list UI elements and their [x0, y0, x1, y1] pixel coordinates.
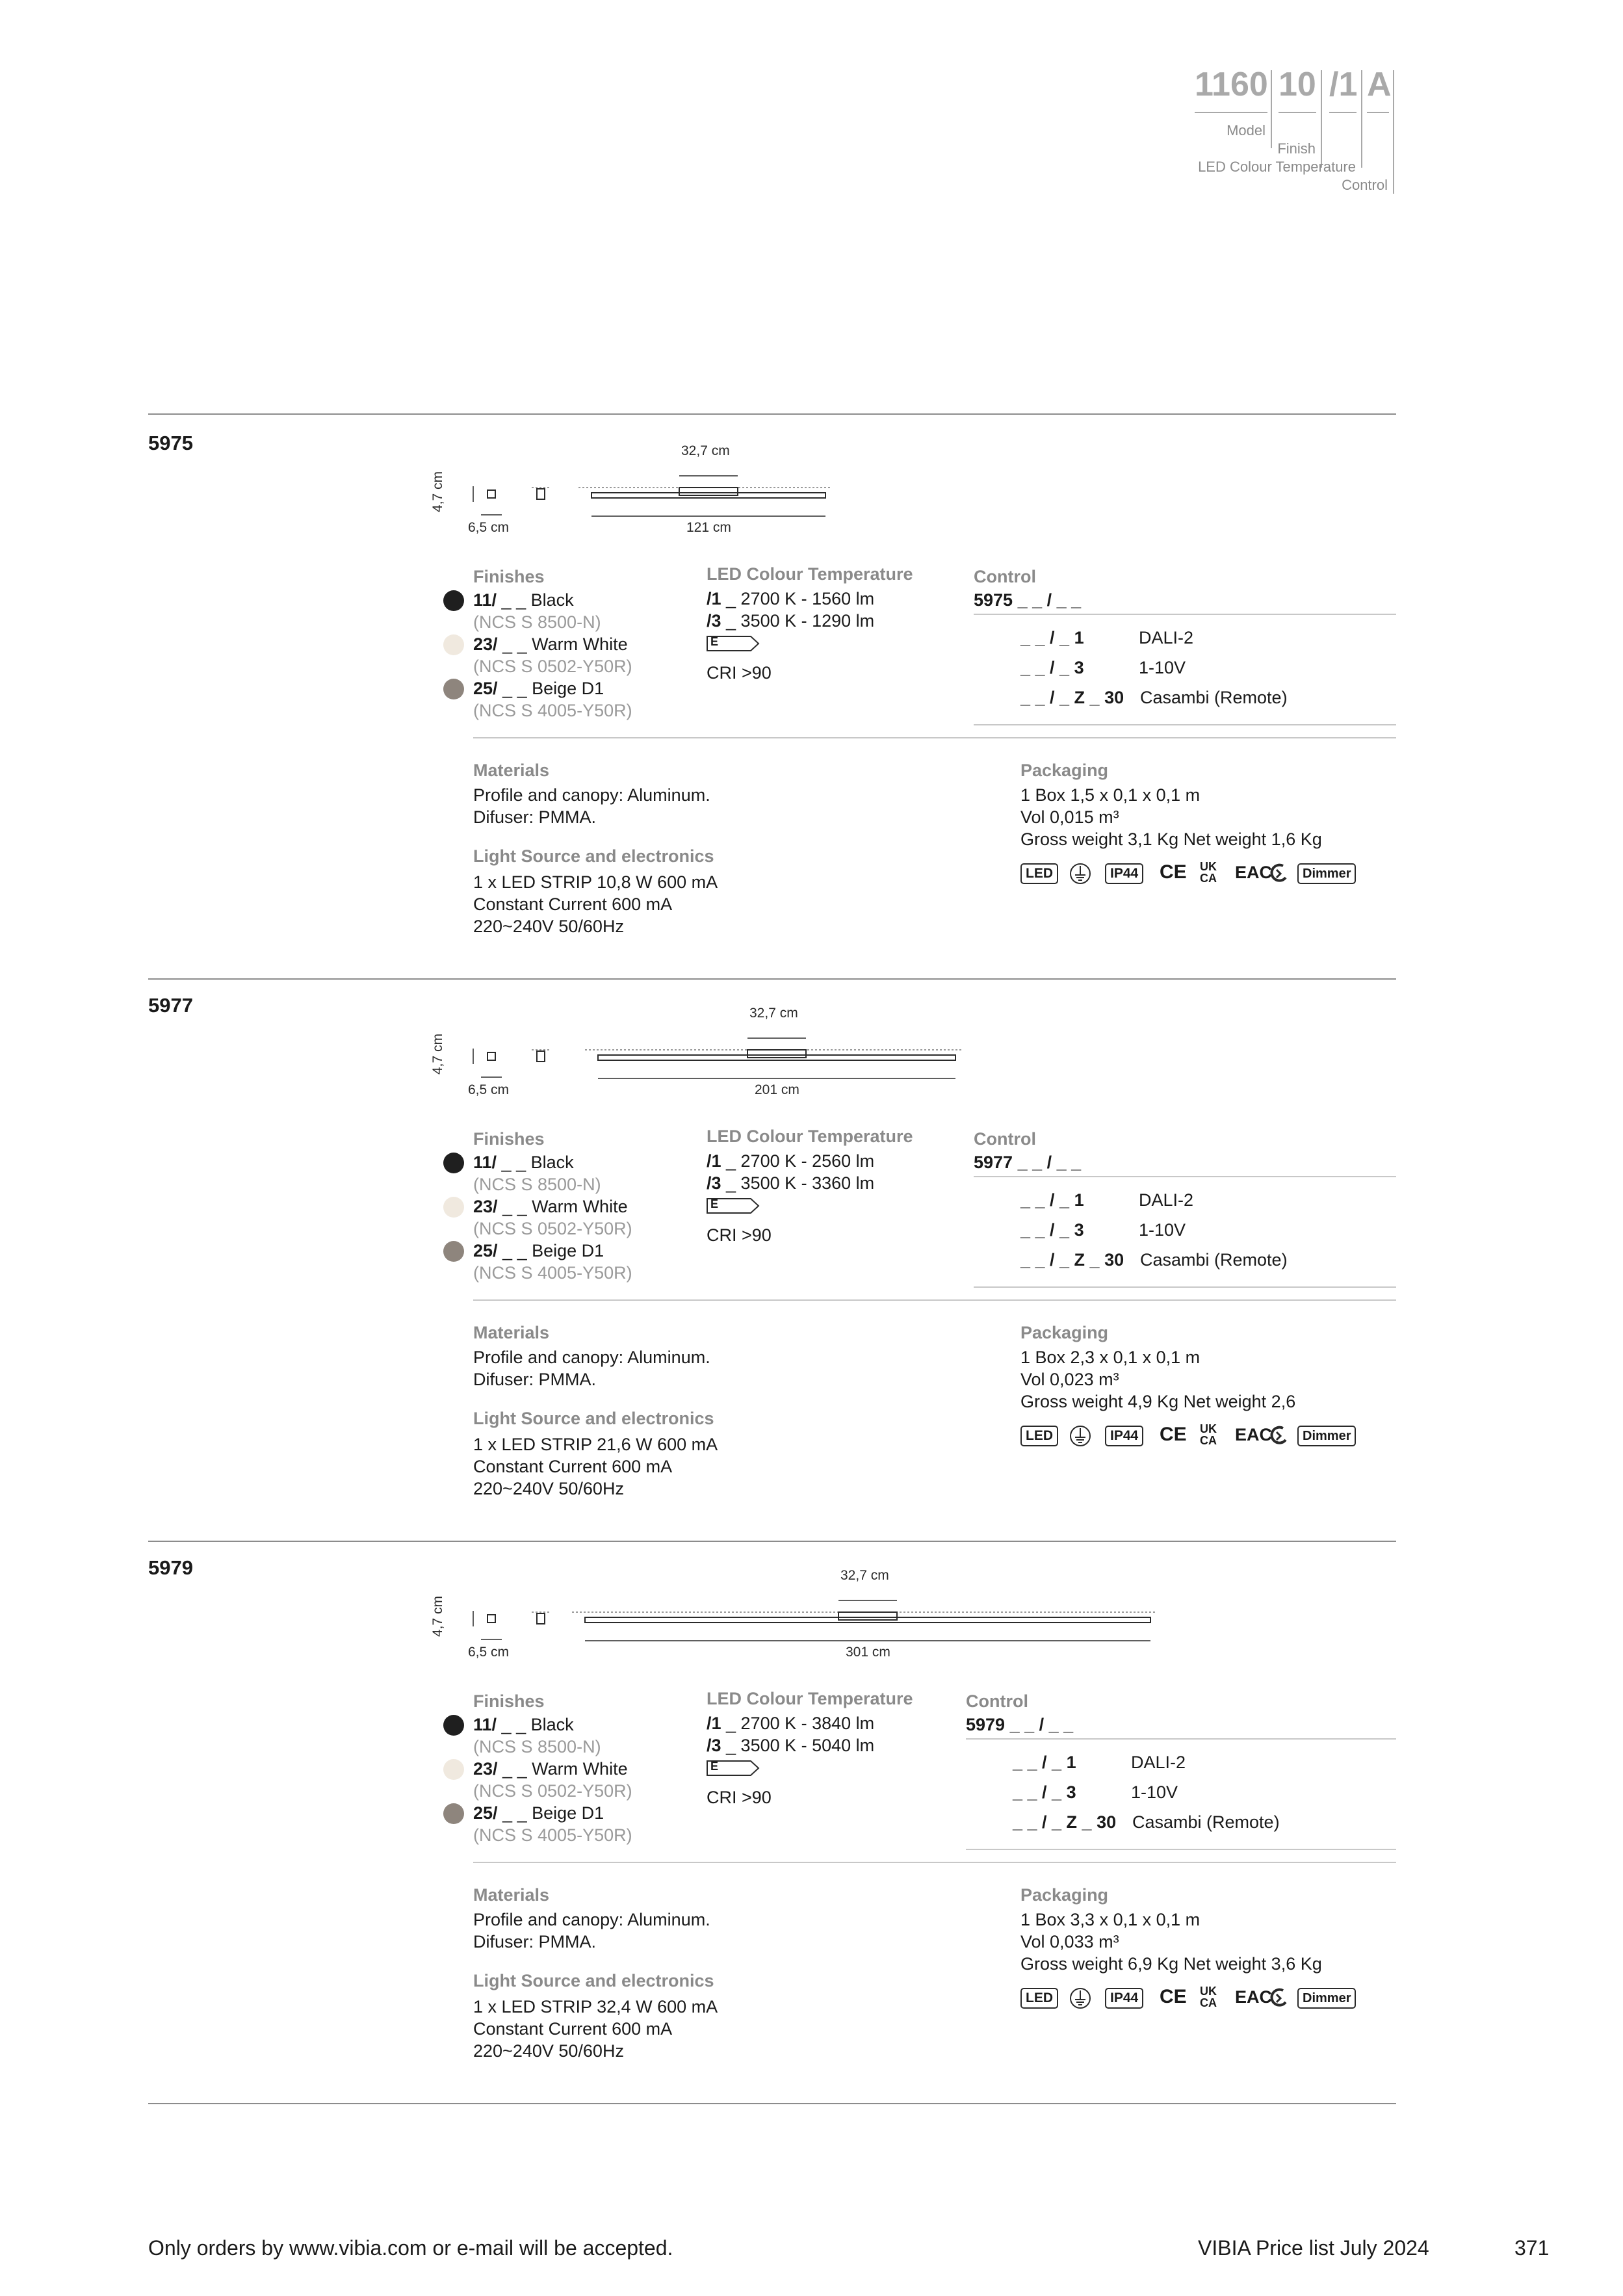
canopy	[747, 1050, 806, 1058]
control-option-name: 1-10V	[1139, 1220, 1186, 1240]
earth-class-icon	[1069, 1424, 1092, 1448]
dimmer-icon: Dimmer	[1297, 1988, 1356, 2009]
led-icon: LED	[1020, 863, 1058, 884]
light-source-line: 1 x LED STRIP 32,4 W 600 mA	[473, 1997, 718, 2016]
page-number: 371	[1514, 2236, 1550, 2260]
light-source-line: Constant Current 600 mA	[473, 2019, 673, 2039]
light-source-line: 1 x LED STRIP 21,6 W 600 mA	[473, 1435, 718, 1454]
side-profile	[487, 490, 495, 498]
model-number: 5979	[148, 1556, 193, 1579]
packaging-line: Vol 0,023 m³	[1020, 1370, 1119, 1389]
control-option-name: DALI-2	[1131, 1753, 1186, 1772]
ukca-mark-icon: UK CA	[1200, 1422, 1217, 1447]
control-option-code: _ _ / _ 1	[1013, 1753, 1076, 1772]
finish-swatch	[443, 1241, 464, 1262]
finish-ncs: (NCS S 0502-Y50R)	[473, 1219, 632, 1238]
canopy-dimension: 32,7 cm	[749, 1006, 798, 1021]
materials-line: Profile and canopy: Aluminum.	[473, 1910, 710, 1929]
product-drawing	[442, 442, 1222, 546]
finish-ncs: (NCS S 8500-N)	[473, 1737, 601, 1756]
control-option-code: _ _ / _ Z _ 30	[1020, 1250, 1124, 1270]
light-source-line: 220~240V 50/60Hz	[473, 1479, 624, 1498]
finish-swatch	[443, 634, 464, 655]
control-option-code: _ _ / _ Z _ 30	[1020, 688, 1124, 707]
packaging-label: Packaging	[1020, 1323, 1109, 1342]
control-divider	[974, 724, 1396, 725]
flammable-surface-icon	[1269, 1426, 1288, 1445]
side-profile	[487, 1615, 495, 1623]
ce-mark-icon: CE	[1160, 861, 1187, 883]
canopy-detail	[537, 1613, 545, 1624]
control-option-name: DALI-2	[1139, 628, 1194, 647]
finish-name: 23/ _ _ Warm White	[473, 1197, 628, 1216]
finish-swatch	[443, 1803, 464, 1824]
control-option-code: _ _ / _ 1	[1020, 1190, 1084, 1210]
height-dimension: 4,7 cm	[430, 1033, 445, 1075]
length-dimension: 201 cm	[755, 1082, 799, 1097]
control-code: 5979 _ _ / _ _	[966, 1715, 1074, 1734]
light-source-line: 220~240V 50/60Hz	[473, 917, 624, 936]
control-label: Control	[966, 1691, 1028, 1711]
finish-swatch	[443, 1153, 464, 1173]
code-finish: 10	[1279, 66, 1316, 103]
control-option-name: DALI-2	[1139, 1190, 1194, 1210]
led-temp-option: /3 _ 3500 K - 5040 lm	[707, 1736, 875, 1755]
control-option-name: Casambi (Remote)	[1140, 1250, 1288, 1270]
packaging-line: 1 Box 2,3 x 0,1 x 0,1 m	[1020, 1348, 1201, 1367]
materials-line: Difuser: PMMA.	[473, 1932, 597, 1951]
dimmer-icon: Dimmer	[1297, 1426, 1356, 1446]
finish-ncs: (NCS S 8500-N)	[473, 1175, 601, 1194]
finish-name: 25/ _ _ Beige D1	[473, 1803, 604, 1823]
depth-dimension: 6,5 cm	[468, 1645, 510, 1660]
materials-divider	[473, 1299, 1396, 1301]
led-temp-label: LED Colour Temperature	[707, 564, 913, 584]
led-temp-option: /3 _ 3500 K - 1290 lm	[707, 611, 875, 631]
control-option-code: _ _ / _ 1	[1020, 628, 1084, 647]
light-source-line: 220~240V 50/60Hz	[473, 2041, 624, 2061]
control-option-name: 1-10V	[1131, 1782, 1178, 1802]
legend-label-model: Model	[1227, 122, 1266, 138]
finish-name: 25/ _ _ Beige D1	[473, 1241, 604, 1260]
packaging-line: Gross weight 4,9 Kg Net weight 2,6	[1020, 1392, 1296, 1411]
length-dimension: 301 cm	[846, 1645, 890, 1660]
energy-class-badge	[707, 636, 760, 651]
earth-class-icon	[1069, 1987, 1092, 2010]
section-divider	[148, 1541, 1396, 1542]
packaging-line: 1 Box 3,3 x 0,1 x 0,1 m	[1020, 1910, 1201, 1929]
ce-mark-icon: CE	[1160, 1986, 1187, 2007]
light-source-label: Light Source and electronics	[473, 1409, 714, 1428]
ukca-mark-icon: UK CA	[1200, 860, 1217, 885]
control-divider	[966, 1849, 1396, 1850]
depth-dimension: 6,5 cm	[468, 1082, 510, 1097]
materials-divider	[473, 737, 1396, 738]
materials-label: Materials	[473, 1885, 550, 1905]
finish-name: 11/ _ _ Black	[473, 590, 574, 610]
legend-label-control: Control	[1342, 177, 1388, 193]
control-code: 5975 _ _ / _ _	[974, 590, 1082, 610]
finish-ncs: (NCS S 0502-Y50R)	[473, 657, 632, 676]
ce-mark-icon: CE	[1160, 1424, 1187, 1445]
control-option-name: 1-10V	[1139, 658, 1186, 677]
canopy-dimension: 32,7 cm	[681, 443, 730, 458]
light-source-label: Light Source and electronics	[473, 846, 714, 866]
finish-name: 11/ _ _ Black	[473, 1715, 574, 1734]
led-icon: LED	[1020, 1988, 1058, 2009]
side-profile	[487, 1052, 495, 1060]
finish-swatch	[443, 590, 464, 611]
legend-label-led-temp: LED Colour Temperature	[1198, 159, 1356, 175]
materials-line: Profile and canopy: Aluminum.	[473, 1348, 710, 1367]
code-control: A	[1367, 66, 1392, 103]
energy-class-label: E	[710, 1197, 719, 1210]
led-temp-option: /1 _ 2700 K - 2560 lm	[707, 1151, 875, 1171]
materials-line: Difuser: PMMA.	[473, 807, 597, 827]
finish-ncs: (NCS S 4005-Y50R)	[473, 1263, 632, 1283]
led-temp-option: /1 _ 2700 K - 3840 lm	[707, 1714, 875, 1733]
finish-ncs: (NCS S 4005-Y50R)	[473, 1825, 632, 1845]
packaging-line: Gross weight 3,1 Kg Net weight 1,6 Kg	[1020, 829, 1322, 849]
cri-value: CRI >90	[707, 1225, 772, 1245]
section-divider	[148, 2103, 1396, 2104]
height-dimension: 4,7 cm	[430, 471, 445, 512]
finish-swatch	[443, 1759, 464, 1780]
finishes-label: Finishes	[473, 567, 545, 586]
finish-name: 25/ _ _ Beige D1	[473, 679, 604, 698]
finish-swatch	[443, 679, 464, 699]
legend-label-finish: Finish	[1277, 140, 1316, 157]
earth-class-icon	[1069, 862, 1092, 885]
finish-swatch	[443, 1197, 464, 1218]
materials-line: Difuser: PMMA.	[473, 1370, 597, 1389]
model-number: 5975	[148, 432, 193, 454]
cri-value: CRI >90	[707, 663, 772, 683]
footer-brand: VIBIA Price list July 2024	[1198, 2236, 1429, 2260]
packaging-line: Vol 0,033 m³	[1020, 1932, 1119, 1951]
control-divider	[974, 1176, 1396, 1177]
canopy	[679, 488, 738, 495]
code-model: 1160	[1195, 66, 1268, 103]
depth-dimension: 6,5 cm	[468, 520, 510, 535]
ip44-icon: IP44	[1105, 863, 1143, 884]
control-option-code: _ _ / _ 3	[1020, 1220, 1084, 1240]
model-number: 5977	[148, 994, 193, 1017]
packaging-line: 1 Box 1,5 x 0,1 x 0,1 m	[1020, 785, 1201, 805]
finish-ncs: (NCS S 8500-N)	[473, 612, 601, 632]
light-source-label: Light Source and electronics	[473, 1971, 714, 1990]
finish-ncs: (NCS S 4005-Y50R)	[473, 701, 632, 720]
control-option-code: _ _ / _ 3	[1013, 1782, 1076, 1802]
finish-swatch	[443, 1715, 464, 1736]
led-icon: LED	[1020, 1426, 1058, 1446]
light-source-line: 1 x LED STRIP 10,8 W 600 mA	[473, 872, 718, 892]
product-drawing	[442, 1567, 1222, 1671]
control-label: Control	[974, 567, 1036, 586]
canopy-dimension: 32,7 cm	[840, 1568, 889, 1583]
control-option-code: _ _ / _ 3	[1020, 658, 1084, 677]
materials-label: Materials	[473, 761, 550, 780]
eac-mark-icon: EAC	[1235, 1987, 1273, 2007]
finish-ncs: (NCS S 0502-Y50R)	[473, 1781, 632, 1801]
energy-class-label: E	[710, 635, 719, 648]
energy-class-badge	[707, 1198, 760, 1214]
footer-order-note: Only orders by www.vibia.com or e-mail will be accepted.	[148, 2236, 673, 2260]
control-option-name: Casambi (Remote)	[1132, 1812, 1280, 1832]
section-divider	[148, 413, 1396, 415]
code-led-temp: /1	[1329, 66, 1358, 103]
control-divider	[974, 1286, 1396, 1288]
finishes-label: Finishes	[473, 1691, 545, 1711]
led-temp-label: LED Colour Temperature	[707, 1689, 913, 1708]
materials-line: Profile and canopy: Aluminum.	[473, 785, 710, 805]
led-temp-option: /3 _ 3500 K - 3360 lm	[707, 1173, 875, 1193]
control-divider	[966, 1738, 1396, 1740]
ip44-icon: IP44	[1105, 1988, 1143, 2009]
packaging-line: Vol 0,015 m³	[1020, 807, 1119, 827]
energy-class-badge	[707, 1760, 760, 1776]
finish-name: 23/ _ _ Warm White	[473, 1759, 628, 1779]
packaging-line: Gross weight 6,9 Kg Net weight 3,6 Kg	[1020, 1954, 1322, 1974]
led-temp-option: /1 _ 2700 K - 1560 lm	[707, 589, 875, 608]
eac-mark-icon: EAC	[1235, 1425, 1273, 1444]
canopy-detail	[537, 1051, 545, 1062]
ip44-icon: IP44	[1105, 1426, 1143, 1446]
energy-class-label: E	[710, 1760, 719, 1773]
product-drawing	[442, 1004, 1222, 1108]
cri-value: CRI >90	[707, 1788, 772, 1807]
flammable-surface-icon	[1269, 863, 1288, 883]
ukca-mark-icon: UK CA	[1200, 1985, 1217, 2009]
light-source-line: Constant Current 600 mA	[473, 1457, 673, 1476]
finish-name: 23/ _ _ Warm White	[473, 634, 628, 654]
materials-label: Materials	[473, 1323, 550, 1342]
control-code: 5977 _ _ / _ _	[974, 1153, 1082, 1172]
canopy-detail	[537, 489, 545, 499]
section-divider	[148, 978, 1396, 980]
packaging-label: Packaging	[1020, 1885, 1109, 1905]
height-dimension: 4,7 cm	[430, 1595, 445, 1637]
control-option-name: Casambi (Remote)	[1140, 688, 1288, 707]
control-option-code: _ _ / _ Z _ 30	[1013, 1812, 1117, 1832]
materials-divider	[473, 1862, 1396, 1863]
control-divider	[974, 614, 1396, 615]
control-label: Control	[974, 1129, 1036, 1149]
led-temp-label: LED Colour Temperature	[707, 1127, 913, 1146]
finishes-label: Finishes	[473, 1129, 545, 1149]
length-dimension: 121 cm	[686, 520, 731, 535]
eac-mark-icon: EAC	[1235, 863, 1273, 882]
finish-name: 11/ _ _ Black	[473, 1153, 574, 1172]
dimmer-icon: Dimmer	[1297, 863, 1356, 884]
light-source-line: Constant Current 600 mA	[473, 894, 673, 914]
flammable-surface-icon	[1269, 1988, 1288, 2007]
packaging-label: Packaging	[1020, 761, 1109, 780]
canopy	[838, 1612, 897, 1620]
